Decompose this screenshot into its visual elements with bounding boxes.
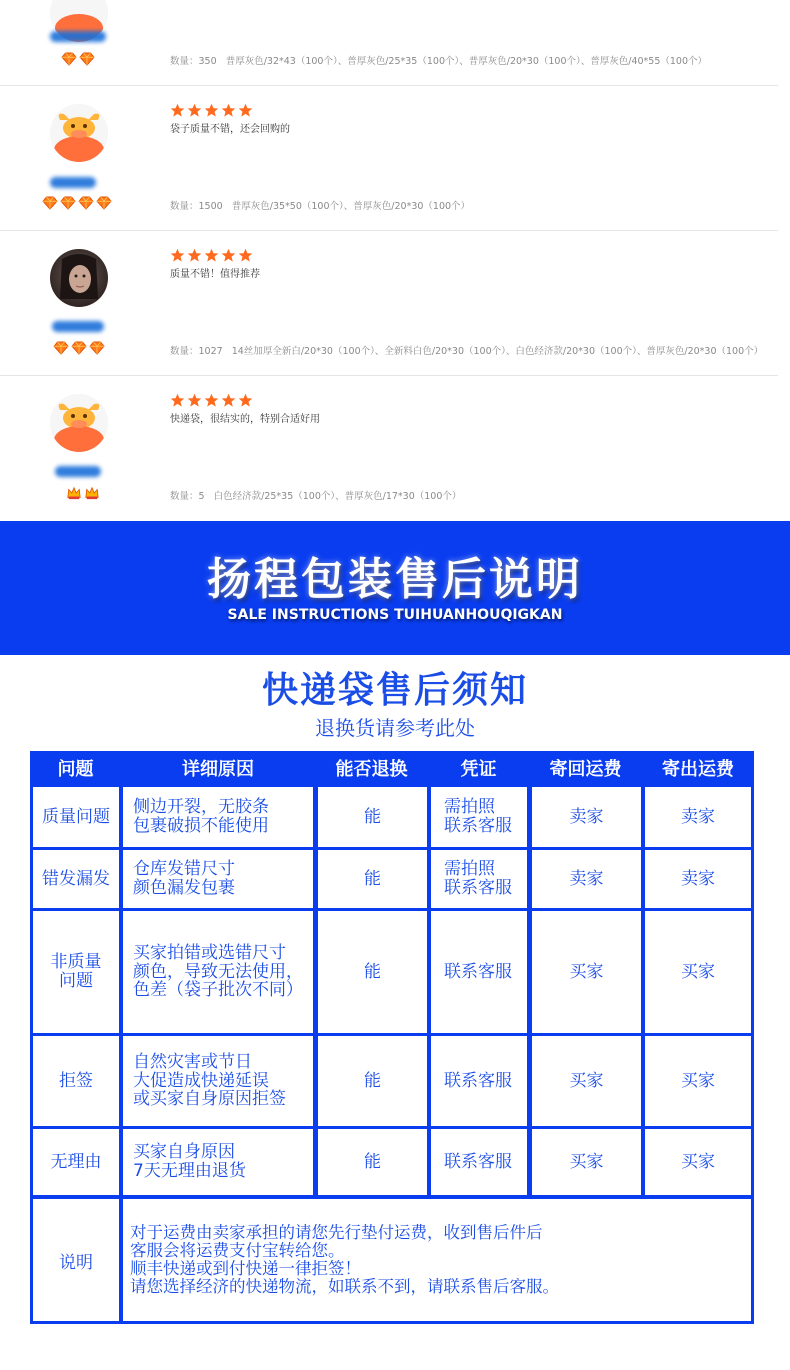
quantity-label: 数量： [170,491,199,502]
cell-return-fee-text: 买家 [569,961,604,982]
cow-avatar-icon [50,104,108,162]
after-sales-banner [0,521,790,655]
cell-returnable-text: 能 [364,1151,381,1172]
cell-return-fee [532,1036,641,1126]
cell-return-fee [532,787,641,847]
cell-issue-text: 非质量 [50,952,102,973]
note-label [33,1199,119,1321]
nickname-redacted [55,466,101,477]
cell-issue-text: 错发漏发 [42,868,110,889]
cell-issue-text: 问题 [59,971,93,991]
diamond-icon [42,196,58,210]
quantity-value: 5 [198,491,205,502]
cell-return-fee [532,911,641,1033]
quantity-value: 1027 [198,346,223,357]
cell-return-fee-text: 买家 [569,1070,604,1091]
header-proof: 凭证 [460,758,497,780]
review-comment: 快递袋，很结实的，特别合适好用 [170,414,320,425]
review-item [0,0,778,86]
cell-issue [33,1036,119,1126]
cell-send-fee [645,850,751,908]
cell-issue [33,1129,119,1195]
cell-reason-text: 色差（袋子批次不同） [133,980,303,1001]
cell-issue [33,787,119,847]
cell-proof-text: 需拍照 [444,859,495,880]
cell-proof-text: 联系客服 [444,1151,512,1172]
cell-issue [33,850,119,908]
review-meta [170,488,778,502]
cell-proof-text: 联系客服 [444,816,512,836]
cell-reason [123,1129,313,1195]
cell-return-fee [532,1129,641,1195]
member-badges [42,196,112,210]
cell-send-fee-text: 买家 [681,1151,715,1172]
star-icon [221,103,236,118]
crown-icon [66,486,82,500]
cell-proof [431,911,527,1033]
crown-icon [84,486,100,500]
star-icon [187,393,202,408]
star-icon [238,248,253,263]
cell-proof [431,1129,527,1195]
after-sales-policy-table [30,751,754,1324]
cell-reason-text: 大促造成快递延误 [133,1070,269,1091]
header-send-fee: 寄出运费 [662,758,734,780]
photo-avatar-icon [50,249,108,307]
notice-subtitle: 退换货请参考此处 [315,716,475,740]
cell-reason [123,1036,313,1126]
banner-title: 扬程包装售后说明 [207,554,583,605]
avatar[interactable] [50,249,108,307]
cell-returnable [318,1036,427,1126]
diamond-icon [96,196,112,210]
notice-title: 快递袋售后须知 [261,670,528,711]
cell-returnable [318,850,427,908]
diamond-icon [60,196,76,210]
cell-returnable-text: 能 [364,868,381,889]
star-icon [204,393,219,408]
cell-proof-text: 联系客服 [444,878,512,898]
note-label-text: 说明 [59,1252,93,1273]
diamond-icon [89,341,105,355]
star-icon [170,393,185,408]
cell-reason-text: 买家拍错或选错尺寸 [133,942,286,963]
review-item [0,376,778,521]
cell-returnable [318,911,427,1033]
cell-return-fee-text: 卖家 [569,806,604,827]
member-badges [66,486,100,500]
nickname-redacted [50,31,106,42]
star-icon [170,103,185,118]
note-line: 对于运费由卖家承担的请您先行垫付运费，收到售后件后 [130,1222,543,1242]
quantity-label: 数量： [170,346,199,357]
cell-returnable [318,1129,427,1195]
header-issue: 问题 [57,758,94,780]
cell-reason [123,911,313,1033]
cell-returnable-text: 能 [364,806,381,827]
note-line: 顺丰快递或到付快递一律拒签！ [130,1259,361,1278]
cell-return-fee [532,850,641,908]
review-item [0,231,778,376]
note-line: 客服会将运费支付宝转给您。 [130,1240,345,1260]
nickname-redacted [52,321,104,332]
cell-proof-text: 联系客服 [444,961,512,982]
diamond-icon [53,341,69,355]
cell-issue-text: 拒签 [59,1070,93,1091]
cow-avatar-icon [50,394,108,452]
cell-send-fee [645,911,751,1033]
star-icon [221,393,236,408]
purchased-specs: 白色经济款/25*35（100个）、普厚灰色/17*30（100个） [213,491,462,502]
cell-reason-text: 买家自身原因 [133,1142,235,1163]
note-content [123,1199,751,1321]
member-badges [53,341,105,355]
quantity-value: 1500 [198,201,223,212]
star-icon [204,248,219,263]
cell-send-fee-text: 卖家 [681,868,715,889]
star-icon [170,248,185,263]
cell-issue-text: 质量问题 [42,806,110,827]
review-comment: 袋子质量不错，还会回购的 [170,124,290,135]
cell-proof-text: 需拍照 [444,797,495,818]
cell-reason [123,850,313,908]
diamond-icon [61,52,77,66]
cell-send-fee-text: 买家 [681,1070,715,1091]
cell-return-fee-text: 买家 [569,1151,604,1172]
quantity-label: 数量： [170,201,199,212]
review-comment: 质量不错！值得推荐 [170,269,260,280]
avatar[interactable] [50,394,108,452]
star-icon [204,103,219,118]
cell-reason-text: 颜色漏发包裹 [133,878,235,898]
star-icon [187,248,202,263]
cell-issue [33,911,119,1033]
rating-stars [170,393,253,408]
header-reason: 详细原因 [182,758,254,780]
star-icon [221,248,236,263]
cell-proof [431,787,527,847]
cell-send-fee [645,1036,751,1126]
nickname-redacted [50,177,96,188]
diamond-icon [79,52,95,66]
cell-reason-text: 7天无理由退货 [133,1161,246,1181]
review-meta [170,343,778,357]
cell-return-fee-text: 卖家 [569,868,604,889]
review-meta [170,53,778,67]
note-line: 请您选择经济的快递物流，如联系不到，请联系售后客服。 [130,1277,559,1297]
cell-reason [123,787,313,847]
review-list [0,0,790,521]
rating-stars [170,248,253,263]
purchased-specs: 普厚灰色/35*50（100个）、普厚灰色/20*30（100个） [231,201,471,212]
quantity-value: 350 [198,56,217,67]
cell-proof-text: 联系客服 [444,1070,512,1091]
cell-send-fee-text: 卖家 [681,806,715,827]
cell-send-fee-text: 买家 [681,961,715,982]
purchased-specs: 14丝加厚全新白/20*30（100个）、全新料白色/20*30（100个）、白色经济款/20*30（100个）、普厚灰色/20*30（100个） [231,346,764,357]
purchased-specs: 普厚灰色/32*43（100个）、普厚灰色/25*35（100个）、普厚灰色/20*30（100个）、普厚灰色/40*55（100个） [225,56,708,67]
cell-proof [431,850,527,908]
cell-returnable-text: 能 [364,961,381,982]
diamond-icon [71,341,87,355]
cell-send-fee [645,787,751,847]
star-icon [187,103,202,118]
cell-returnable [318,787,427,847]
review-item [0,86,778,231]
rating-stars [170,103,253,118]
cell-reason-text: 或买家自身原因拒签 [133,1089,286,1110]
diamond-icon [78,196,94,210]
review-meta [170,198,778,212]
header-returnable: 能否退换 [335,758,408,780]
cell-reason-text: 自然灾害或节日 [133,1051,252,1072]
header-return-fee: 寄回运费 [549,758,622,780]
member-badges [61,52,95,66]
cell-issue-text: 无理由 [50,1151,102,1172]
banner-subtitle: SALE INSTRUCTIONS TUIHUANHOUQIGKAN [227,607,563,623]
cell-reason-text: 包裹破损不能使用 [133,816,269,836]
cell-proof [431,1036,527,1126]
cell-returnable-text: 能 [364,1070,381,1091]
cell-reason-text: 颜色，导致无法使用， [133,961,303,982]
cell-reason-text: 仓库发错尺寸 [133,859,235,880]
star-icon [238,103,253,118]
cell-send-fee [645,1129,751,1195]
quantity-label: 数量： [170,56,199,67]
avatar[interactable] [50,104,108,162]
cell-reason-text: 侧边开裂，无胶条 [133,797,269,818]
star-icon [238,393,253,408]
